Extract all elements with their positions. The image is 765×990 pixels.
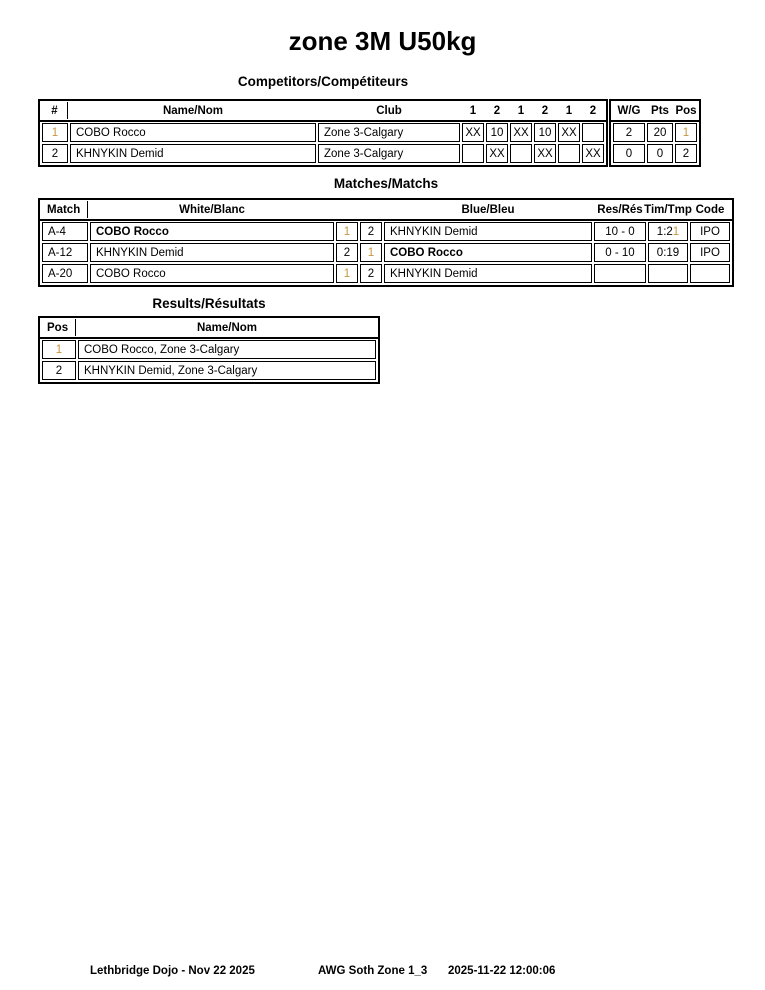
- result-pos: 1: [42, 340, 76, 359]
- white-num: 2: [336, 243, 358, 262]
- round-cell: [558, 144, 580, 163]
- round-cell: XX: [582, 144, 604, 163]
- header-round-2: 2: [493, 104, 501, 117]
- competitor-name: KHNYKIN Demid: [70, 144, 316, 163]
- pts-cell: 20: [647, 123, 673, 142]
- blue-num: 2: [360, 222, 382, 241]
- header-white-num: [336, 201, 358, 218]
- round-cell: [462, 144, 484, 163]
- competitors-heading: Competitors/Compétiteurs: [237, 74, 409, 89]
- header-blue-num: [360, 201, 382, 218]
- footer-event: AWG Soth Zone 1_3: [318, 965, 428, 977]
- round-cell: XX: [534, 144, 556, 163]
- competitor-num: 2: [42, 144, 68, 163]
- round-cell: XX: [510, 123, 532, 142]
- header-res: Res/Rés: [597, 203, 643, 216]
- header-club: Club: [376, 104, 402, 117]
- white-name: COBO Rocco: [90, 264, 334, 283]
- match-row: [42, 243, 730, 262]
- round-cell: 10: [486, 123, 508, 142]
- competitor-club: Zone 3-Calgary: [318, 144, 460, 163]
- pos-cell: 1: [675, 123, 697, 142]
- footer-timestamp: 2025-11-22 12:00:06: [448, 965, 556, 977]
- pos-cell: 2: [675, 144, 697, 163]
- header-result-name: Name/Nom: [196, 321, 258, 334]
- totals-row: [613, 144, 697, 163]
- matches-header-row: [40, 200, 732, 221]
- header-code: Code: [695, 203, 725, 216]
- match-row: [42, 264, 730, 283]
- header-name: Name/Nom: [162, 104, 224, 117]
- wg-cell: 0: [613, 144, 645, 163]
- competitor-row: [42, 144, 604, 163]
- pts-cell: 0: [647, 144, 673, 163]
- header-pos: Pos: [675, 104, 697, 117]
- header-white: White/Blanc: [179, 203, 245, 216]
- code-cell: [690, 264, 730, 283]
- round-cell: XX: [486, 144, 508, 163]
- round-cell: [582, 123, 604, 142]
- white-name: KHNYKIN Demid: [90, 243, 334, 262]
- match-row: [42, 222, 730, 241]
- result-row: [42, 340, 376, 359]
- tim-cell: 1:2 1: [648, 222, 688, 241]
- header-result-pos: Pos: [42, 319, 76, 336]
- res-cell: 10 - 0: [594, 222, 646, 241]
- header-round-4: 2: [541, 104, 549, 117]
- result-name: KHNYKIN Demid, Zone 3-Calgary: [78, 361, 376, 380]
- res-cell: 0 - 10: [594, 243, 646, 262]
- blue-num: 1: [360, 243, 382, 262]
- round-cell: [510, 144, 532, 163]
- wg-cell: 2: [613, 123, 645, 142]
- header-round-1: 1: [469, 104, 477, 117]
- blue-name: KHNYKIN Demid: [384, 222, 592, 241]
- footer-venue: Lethbridge Dojo - Nov 22 2025: [90, 965, 255, 977]
- tim-cell: 0:19: [648, 243, 688, 262]
- code-cell: IPO: [690, 222, 730, 241]
- competitors-table: [38, 99, 701, 167]
- match-id: A-4: [42, 222, 88, 241]
- white-num: 1: [336, 264, 358, 283]
- results-heading: Results/Résultats: [152, 296, 266, 311]
- result-name: COBO Rocco, Zone 3-Calgary: [78, 340, 376, 359]
- header-round-6: 2: [589, 104, 597, 117]
- competitor-name: COBO Rocco: [70, 123, 316, 142]
- code-cell: IPO: [690, 243, 730, 262]
- competitor-num: 1: [42, 123, 68, 142]
- header-match: Match: [42, 201, 88, 218]
- matches-heading: Matches/Matchs: [333, 176, 439, 191]
- result-pos: 2: [42, 361, 76, 380]
- totals-row: [613, 123, 697, 142]
- header-tim: Tim/Tmp: [644, 203, 692, 216]
- header-pts: Pts: [651, 104, 669, 117]
- blue-num: 2: [360, 264, 382, 283]
- round-cell: XX: [462, 123, 484, 142]
- header-blue: Blue/Bleu: [461, 203, 515, 216]
- result-row: [42, 361, 376, 380]
- competitors-header-row: [40, 101, 606, 122]
- round-cell: 10: [534, 123, 556, 142]
- blue-name: COBO Rocco: [384, 243, 592, 262]
- totals-header-row: [611, 101, 699, 122]
- competitors-table-main: [38, 99, 608, 167]
- header-round-5: 1: [565, 104, 573, 117]
- header-num: #: [42, 102, 68, 119]
- white-name: COBO Rocco: [90, 222, 334, 241]
- white-num: 1: [336, 222, 358, 241]
- competitor-row: [42, 123, 604, 142]
- header-wg: W/G: [617, 104, 641, 117]
- competitor-club: Zone 3-Calgary: [318, 123, 460, 142]
- matches-table: [38, 198, 734, 287]
- tim-cell: [648, 264, 688, 283]
- blue-name: KHNYKIN Demid: [384, 264, 592, 283]
- res-cell: [594, 264, 646, 283]
- round-cell: XX: [558, 123, 580, 142]
- competitors-table-totals: [609, 99, 701, 167]
- page-title: zone 3M U50kg: [288, 26, 477, 56]
- results-table: [38, 316, 380, 384]
- match-id: A-20: [42, 264, 88, 283]
- header-round-3: 1: [517, 104, 525, 117]
- match-id: A-12: [42, 243, 88, 262]
- results-header-row: [40, 318, 378, 339]
